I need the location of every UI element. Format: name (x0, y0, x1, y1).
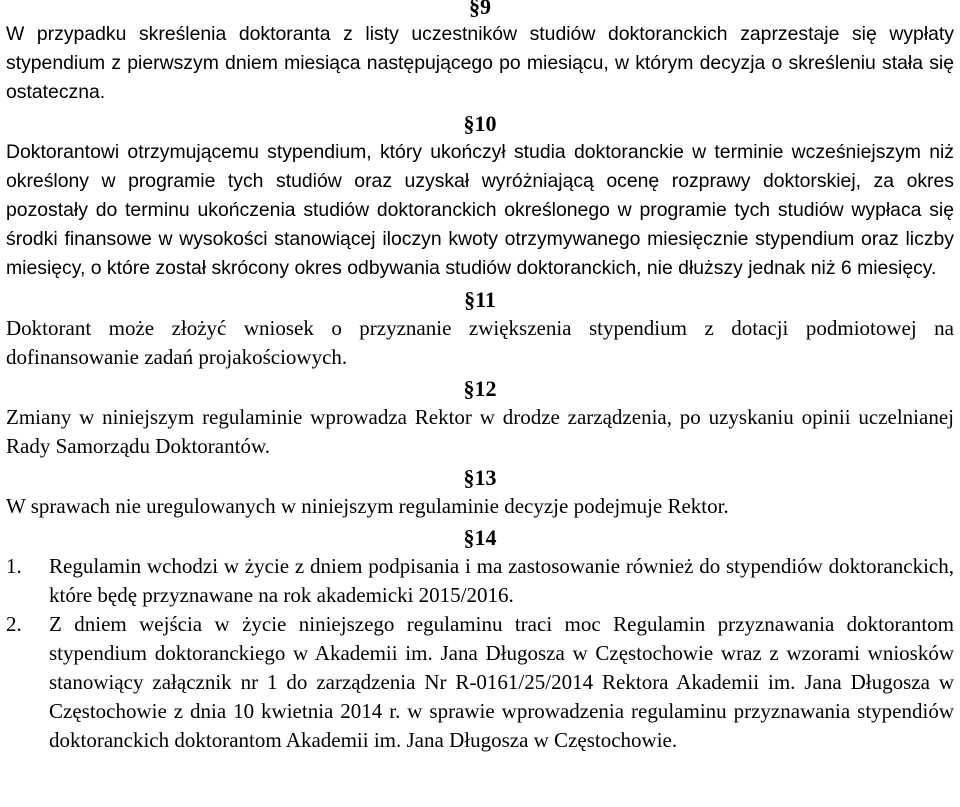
list-item-text: Regulamin wchodzi w życie z dniem podpisania i ma zastosowanie również do stypendiów doktoranckich, które będę przyznawane na rok akademicki 2015/2016. (49, 554, 954, 607)
list-item-text: Z dniem wejścia w życie niniejszego regulaminu traci moc Regulamin przyznawania doktorantom stypendium doktoranckiego w Akademii im. Jana Długosza w Częstochowie wraz z wzorami wniosków stanowiący załącznik nr 1 do zarządzenia Nr R-0161/25/2014 Rektora Akademii im. Jana Długosza w Częstochowie z dnia 10 kwietnia 2014 r. w sprawie wprowadzenia regulaminu przyznawania stypendiów doktoranckich doktorantom Akademii im. Jana Długosza w Częstochowie. (49, 612, 954, 752)
section-heading-9: §9 (469, 0, 491, 19)
section-text-10: Doktorantowi otrzymującemu stypendium, który ukończył studia doktoranckie w terminie wcześniejszym niż określony w programie tych studiów oraz uzyskał wyróżniającą ocenę rozprawy doktorskiej, za okres pozostały do terminu ukończenia studiów doktoranckich określonego w programie tych studiów wypłaca się środki finansowe w wysokości stanowiącej iloczyn kwoty otrzymywanego miesięcznie stypendium oraz liczby miesięcy, o które został skrócony okres odbywania studiów doktoranckich, nie dłuższy jednak niż 6 miesięcy. (6, 141, 954, 279)
section-heading-11: §11 (464, 287, 496, 312)
section-heading-12: §12 (463, 376, 497, 401)
list-item-number: 1. (6, 554, 22, 578)
list-item (6, 610, 954, 755)
regulation-page (6, 0, 954, 755)
section-text-12: Zmiany w niniejszym regulaminie wprowadza Rektor w drodze zarządzenia, po uzyskaniu opinii uczelnianej Rady Samorządu Doktorantów. (6, 405, 954, 458)
section-heading-13: §13 (463, 465, 497, 490)
section-list-14 (6, 552, 954, 755)
section-heading-10: §10 (463, 111, 497, 136)
section-text-9: W przypadku skreślenia doktoranta z listy uczestników studiów doktoranckich zaprzestaje się wypłaty stypendium z pierwszym dniem miesiąca następującego po miesiącu, w którym decyzja o skreśleniu stała się ostateczna. (6, 23, 954, 103)
section-heading-14: §14 (463, 525, 497, 550)
section-text-11: Doktorant może złożyć wniosek o przyznanie zwiększenia stypendium z dotacji podmiotowej na dofinansowanie zadań projakościowych. (6, 316, 954, 369)
section-text-13: W sprawach nie uregulowanych w niniejszym regulaminie decyzje podejmuje Rektor. (6, 494, 729, 518)
list-item (6, 552, 954, 610)
list-item-number: 2. (6, 612, 22, 636)
